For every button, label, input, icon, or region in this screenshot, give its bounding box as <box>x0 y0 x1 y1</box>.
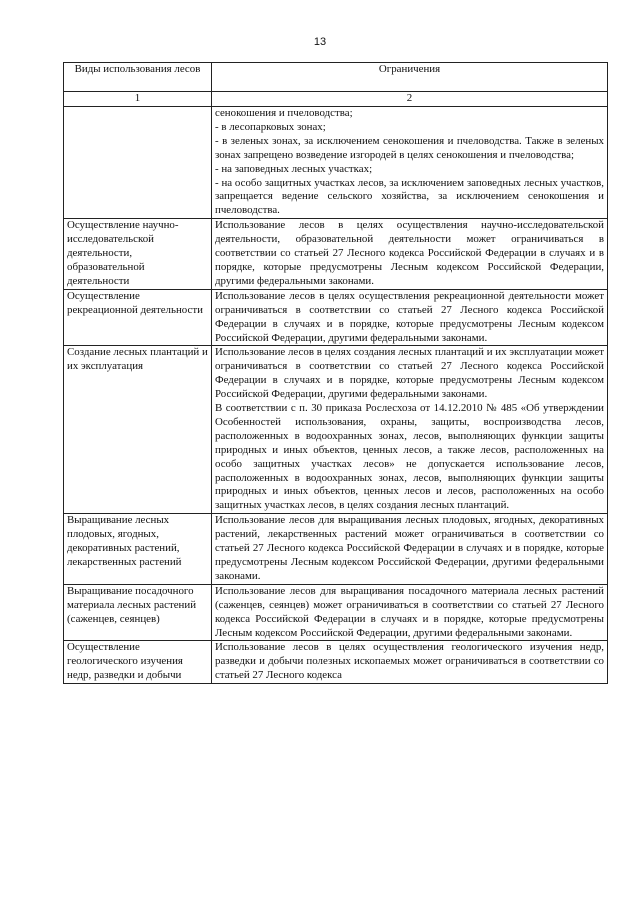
restrictions-cell <box>212 641 608 684</box>
restriction-paragraph: - в зеленых зонах, за исключением сенокошения и пчеловодства. Также в зеленых зонах запрещено возведение изгородей в целях сенокошения и пчеловодства; <box>215 134 604 161</box>
restrictions-cell <box>212 289 608 346</box>
forest-use-cell: Осуществление научно-исследовательской деятельности, образовательной деятельности <box>64 219 212 290</box>
restriction-paragraph: Использование лесов для выращивания лесных плодовых, ягодных, декоративных растений, лекарственных растений может ограничиваться в соответствии со статьей 27 Лесного кодекса Российской Федерации в случаях и в порядке, которые предусмотрены Лесным кодексом Российской Федерации, другими федеральными законами. <box>215 514 604 582</box>
table-row <box>64 219 608 290</box>
restrictions-table <box>63 62 608 684</box>
table-row <box>64 289 608 346</box>
forest-use-cell: Осуществление геологического изучения недр, разведки и добычи <box>64 641 212 684</box>
restriction-paragraph: Использование лесов в целях осуществления геологического изучения недр, разведки и добычи полезных ископаемых может ограничиваться в соответствии со статьей 27 Лесного кодекса <box>215 641 604 682</box>
column-number-2: 2 <box>212 92 608 107</box>
page-number: 13 <box>313 36 327 48</box>
column-number-1: 1 <box>64 92 212 107</box>
restrictions-cell <box>212 219 608 290</box>
forest-use-cell: Выращивание посадочного материала лесных растений (саженцев, сеянцев) <box>64 584 212 641</box>
table-row <box>64 584 608 641</box>
restrictions-cell <box>212 107 608 219</box>
restriction-paragraph: Использование лесов в целях создания лесных плантаций и их эксплуатации может ограничиваться в соответствии со статьей 27 Лесного кодекса Российской Федерации в случаях и в порядке, которые предусмотрены Лесным кодексом Российской Федерации, другими федеральными законами. <box>215 346 604 401</box>
restrictions-cell <box>212 346 608 514</box>
restriction-paragraph: В соответствии с п. 30 приказа Рослесхоза от 14.12.2010 № 485 «Об утверждении Особенностей использования, охраны, защиты, воспроизводства лесов, расположенных в водоохранных зонах, лесов, выполняющих функции защиты природных и иных объектов, ценных лесов, а также лесов, расположенных на особо защитных участках лесов» не допускается использование лесов, расположенных в водоохранных зонах, лесов, выполняющих функции защиты природных и иных объектов, ценных лесов и лесов, расположенных на особо защитных участках лесов, в целях создания лесных плантаций. <box>215 402 604 512</box>
restriction-paragraph: - в лесопарковых зонах; <box>215 120 326 133</box>
table-row <box>64 514 608 585</box>
restrictions-cell <box>212 514 608 585</box>
forest-use-cell: Осуществление рекреационной деятельности <box>64 289 212 346</box>
restriction-paragraph: Использование лесов в целях осуществления рекреационной деятельности может ограничиваться в соответствии со статьей 27 Лесного кодекса Российской Федерации в случаях и в порядке, которые предусмотрены Лесным кодексом Российской Федерации, другими федеральными законами. <box>215 289 604 344</box>
restriction-paragraph: - на заповедных лесных участках; <box>215 162 373 175</box>
table-row <box>64 346 608 514</box>
restriction-paragraph: Использование лесов в целях осуществления научно-исследовательской деятельности, образовательной деятельности может ограничиваться в соответствии со статьей 27 Лесного кодекса Российской Федерации в случаях и в порядке, которые предусмотрены Лесным кодексом Российской Федерации, другими федеральными законами. <box>215 219 604 287</box>
forest-use-cell <box>64 107 212 219</box>
restrictions-cell <box>212 584 608 641</box>
column-header-forest-use: Виды использования лесов <box>64 63 212 92</box>
forest-use-cell: Выращивание лесных плодовых, ягодных, декоративных растений, лекарственных растений <box>64 514 212 585</box>
table-row <box>64 641 608 684</box>
table-row <box>64 107 608 219</box>
column-header-restrictions: Ограничения <box>212 63 608 92</box>
restriction-paragraph: сенокошения и пчеловодства; <box>215 107 353 119</box>
restriction-paragraph: - на особо защитных участках лесов, за исключением заповедных лесных участков, запрещается ведение сельского хозяйства, за исключением сенокошения и пчеловодства. <box>215 176 604 217</box>
forest-use-cell: Создание лесных плантаций и их эксплуатация <box>64 346 212 514</box>
restriction-paragraph: Использование лесов для выращивания посадочного материала лесных растений (саженцев, сеянцев) может ограничиваться в соответствии со статьей 27 Лесного кодекса Российской Федерации в случаях и в порядке, которые предусмотрены Лесным кодексом Российской Федерации, другими федеральными законами. <box>215 584 604 639</box>
